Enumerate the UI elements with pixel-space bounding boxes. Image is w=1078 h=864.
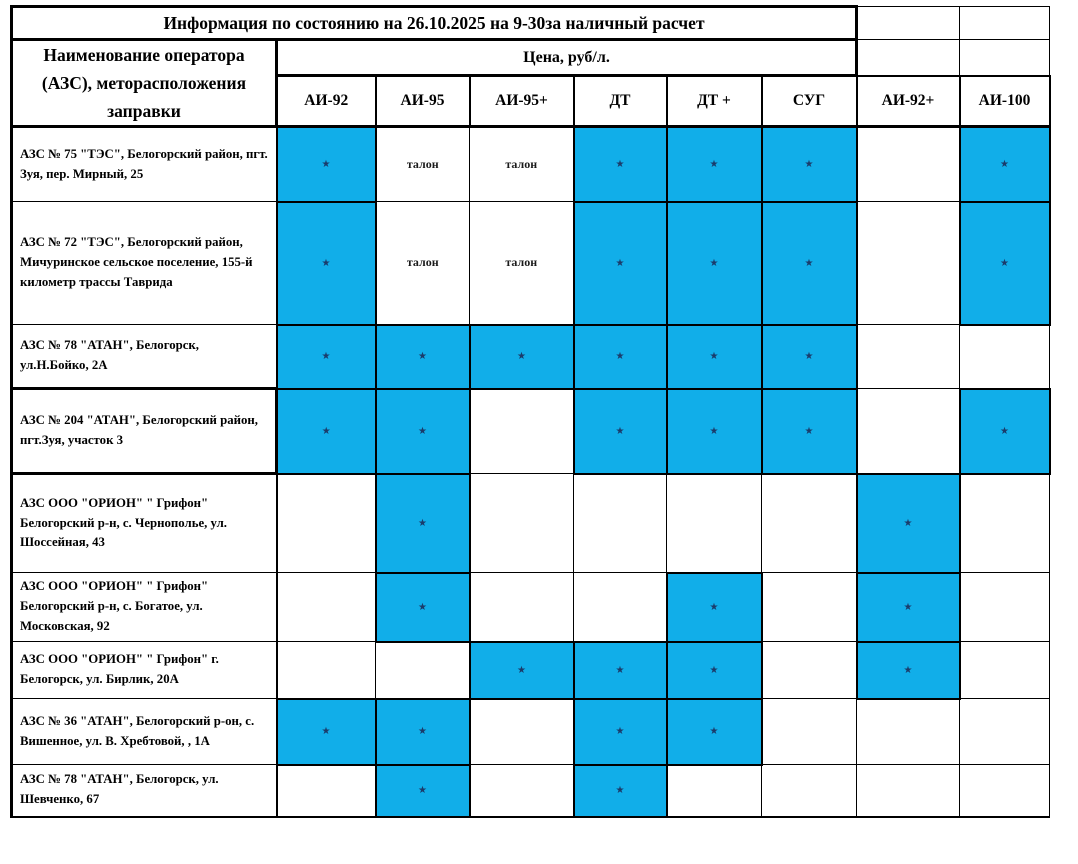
station-name: АЗС ООО "ОРИОН" " Грифон" Белогорский р-н, с. Богатое, ул. Московская, 92 [12, 573, 277, 642]
fuel-availability-cell: ★ [376, 699, 470, 765]
fuel-availability-cell [960, 325, 1050, 389]
station-name: АЗС ООО "ОРИОН" " Грифон" г. Белогорск, ул. Бирлик, 20А [12, 642, 277, 699]
empty-cell [857, 7, 960, 40]
table-row [12, 573, 1050, 642]
fuel-availability-cell: ★ [762, 389, 857, 474]
fuel-availability-cell [277, 573, 376, 642]
station-name: АЗС № 72 "ТЭС", Белогорский район, Мичуринское сельское поселение, 155-й километр трассы Таврида [12, 202, 277, 325]
fuel-availability-cell: ★ [960, 202, 1050, 325]
fuel-availability-cell [960, 474, 1050, 573]
table-row [12, 325, 1050, 389]
fuel-availability-cell: ★ [574, 389, 667, 474]
fuel-availability-cell: ★ [857, 642, 960, 699]
fuel-availability-cell: ★ [574, 642, 667, 699]
fuel-availability-cell: ★ [277, 325, 376, 389]
fuel-availability-cell: ★ [376, 765, 470, 817]
fuel-availability-cell: ★ [667, 325, 762, 389]
fuel-availability-cell: ★ [470, 325, 574, 389]
fuel-column-header: ДТ + [667, 76, 762, 127]
fuel-availability-cell [277, 765, 376, 817]
fuel-availability-cell [960, 573, 1050, 642]
fuel-availability-cell: ★ [574, 325, 667, 389]
fuel-availability-cell: ★ [277, 699, 376, 765]
fuel-availability-cell: талон [470, 127, 574, 202]
fuel-availability-cell [762, 765, 857, 817]
fuel-availability-cell: ★ [857, 573, 960, 642]
fuel-availability-cell [960, 765, 1050, 817]
fuel-availability-cell: ★ [470, 642, 574, 699]
fuel-availability-cell [470, 573, 574, 642]
fuel-availability-cell [960, 699, 1050, 765]
fuel-availability-cell: ★ [574, 699, 667, 765]
name-column-header: Наименование оператора (АЗС), меторасположения заправки [12, 40, 277, 127]
fuel-availability-cell [470, 765, 574, 817]
title-row [12, 7, 1050, 40]
fuel-availability-cell [277, 474, 376, 573]
fuel-availability-cell: ★ [277, 127, 376, 202]
table-row [12, 202, 1050, 325]
fuel-availability-cell [960, 642, 1050, 699]
station-name: АЗС № 75 "ТЭС", Белогорский район, пгт. Зуя, пер. Мирный, 25 [12, 127, 277, 202]
fuel-availability-cell: ★ [667, 699, 762, 765]
fuel-availability-cell: ★ [762, 127, 857, 202]
fuel-column-header: АИ-100 [960, 76, 1050, 127]
fuel-availability-cell [667, 474, 762, 573]
fuel-availability-cell [762, 474, 857, 573]
fuel-availability-cell: ★ [376, 573, 470, 642]
fuel-availability-cell: ★ [667, 642, 762, 699]
fuel-availability-cell: талон [376, 127, 470, 202]
fuel-column-header: ДТ [574, 76, 667, 127]
fuel-availability-cell: ★ [574, 127, 667, 202]
fuel-availability-cell [857, 389, 960, 474]
fuel-availability-cell: ★ [762, 325, 857, 389]
fuel-availability-cell: ★ [667, 389, 762, 474]
price-group-row [12, 40, 1050, 76]
station-name: АЗС № 78 "АТАН", Белогорск, ул. Шевченко, 67 [12, 765, 277, 817]
station-name: АЗС ООО "ОРИОН" " Грифон" Белогорский р-н, с. Чернополье, ул. Шоссейная, 43 [12, 474, 277, 573]
empty-cell [960, 40, 1050, 76]
fuel-availability-cell [470, 389, 574, 474]
fuel-availability-cell [857, 127, 960, 202]
fuel-availability-cell [762, 573, 857, 642]
station-name: АЗС № 204 "АТАН", Белогорский район, пгт.Зуя, участок 3 [12, 389, 277, 474]
fuel-availability-cell: ★ [574, 202, 667, 325]
table-row [12, 127, 1050, 202]
table-row [12, 642, 1050, 699]
empty-cell [857, 40, 960, 76]
fuel-availability-cell: ★ [960, 389, 1050, 474]
fuel-availability-cell [376, 642, 470, 699]
fuel-availability-cell [762, 699, 857, 765]
fuel-availability-cell [857, 765, 960, 817]
station-name: АЗС № 78 "АТАН", Белогорск, ул.Н.Бойко, 2А [12, 325, 277, 389]
fuel-availability-cell [277, 642, 376, 699]
fuel-price-table [10, 5, 1051, 818]
fuel-availability-cell [470, 699, 574, 765]
fuel-availability-cell: ★ [960, 127, 1050, 202]
fuel-availability-cell [574, 573, 667, 642]
fuel-availability-cell: ★ [376, 325, 470, 389]
table-row [12, 765, 1050, 817]
fuel-availability-cell: ★ [376, 389, 470, 474]
empty-cell [960, 7, 1050, 40]
fuel-availability-cell [857, 325, 960, 389]
table-row [12, 389, 1050, 474]
fuel-availability-cell [857, 202, 960, 325]
fuel-availability-cell [574, 474, 667, 573]
station-name: АЗС № 36 "АТАН", Белогорский р-он, с. Вишенное, ул. В. Хребтовой, , 1А [12, 699, 277, 765]
fuel-availability-cell: ★ [762, 202, 857, 325]
fuel-availability-cell: ★ [574, 765, 667, 817]
fuel-availability-cell [762, 642, 857, 699]
fuel-availability-cell [667, 765, 762, 817]
fuel-availability-cell: ★ [667, 573, 762, 642]
fuel-column-header: СУГ [762, 76, 857, 127]
table-row [12, 474, 1050, 573]
fuel-availability-cell: ★ [277, 202, 376, 325]
fuel-column-header: АИ-95+ [470, 76, 574, 127]
fuel-availability-cell [857, 699, 960, 765]
fuel-column-header: АИ-92 [277, 76, 376, 127]
fuel-availability-cell: ★ [667, 127, 762, 202]
fuel-availability-cell: ★ [667, 202, 762, 325]
fuel-column-header: АИ-92+ [857, 76, 960, 127]
fuel-column-header: АИ-95 [376, 76, 470, 127]
fuel-availability-cell: ★ [857, 474, 960, 573]
fuel-availability-cell: ★ [277, 389, 376, 474]
table-title: Информация по состоянию на 26.10.2025 на 9-30за наличный расчет [12, 7, 857, 40]
fuel-availability-cell: талон [376, 202, 470, 325]
table-row [12, 699, 1050, 765]
fuel-availability-cell: талон [470, 202, 574, 325]
fuel-availability-cell: ★ [376, 474, 470, 573]
fuel-availability-cell [470, 474, 574, 573]
price-group-header: Цена, руб/л. [277, 40, 857, 76]
